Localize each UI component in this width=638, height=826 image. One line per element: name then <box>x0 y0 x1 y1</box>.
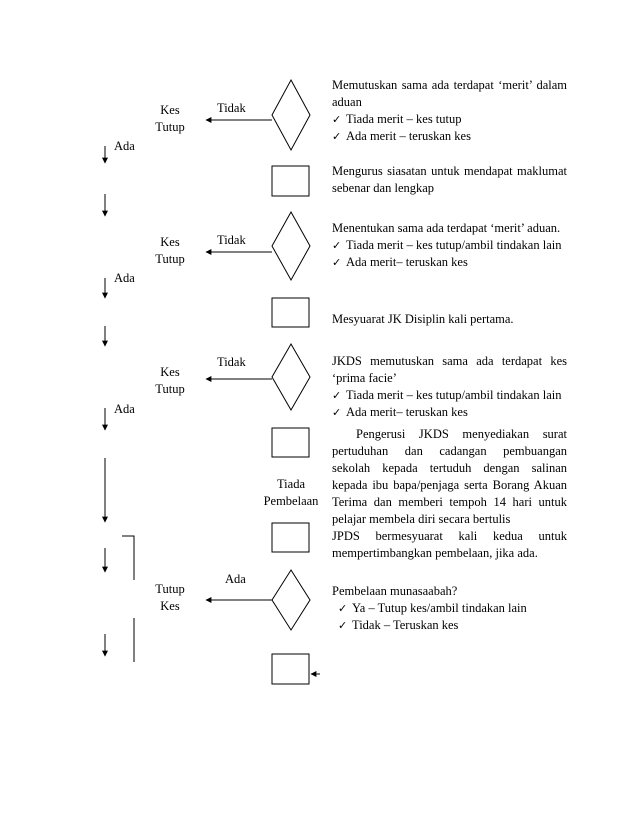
outcome-line: Kes <box>160 235 180 249</box>
checklist-text: Ada merit– teruskan kes <box>346 405 468 419</box>
check-mark-icon: ✓ <box>338 619 348 632</box>
check-mark-icon: ✓ <box>332 239 342 252</box>
outcome-line: Kes <box>160 103 180 117</box>
checklist-item <box>332 111 567 128</box>
check-mark-icon: ✓ <box>332 113 342 126</box>
process-box-1 <box>272 166 309 196</box>
step-5 <box>332 353 567 421</box>
checklist-item <box>332 128 567 145</box>
step-1 <box>332 77 567 145</box>
outcome-line: Kes <box>160 599 180 613</box>
checklist-item <box>332 600 567 617</box>
checklist-item <box>332 617 567 634</box>
process-box-3 <box>272 428 309 457</box>
checklist-item <box>332 404 567 421</box>
outcome-label-3 <box>150 364 190 398</box>
step-text: Pengerusi JKDS menyediakan surat pertuduhan dan cadangan pembuangan sekolah kepada tertuduh dengan salinan kepada ibu bapa/penjaga serta Borang Akuan Terima dan memberi tempoh 14 hari untuk pelajar membela diri secara bertulis <box>332 427 567 526</box>
checklist-text: Tidak – Teruskan kes <box>352 618 459 632</box>
checklist-text: Ada merit– teruskan kes <box>346 255 468 269</box>
checklist-item <box>332 237 567 254</box>
outcome-line: Tutup <box>155 582 185 596</box>
bracket-line <box>122 536 134 580</box>
branch-label-tidak: Tidak <box>217 233 246 247</box>
step-6 <box>332 426 567 528</box>
checklist-text: Tiada merit – kes tutup/ambil tindakan lain <box>346 388 562 402</box>
no-defense-line: Pembelaan <box>263 494 319 508</box>
outcome-line: Tutup <box>155 120 185 134</box>
check-mark-icon: ✓ <box>332 389 342 402</box>
checklist-text: Ada merit – teruskan kes <box>346 129 471 143</box>
process-box-4 <box>272 523 309 552</box>
branch-label-ada: Ada <box>114 271 135 285</box>
step-8 <box>332 583 567 634</box>
decision-diamond-2 <box>272 212 310 280</box>
step-text: Menentukan sama ada terdapat ‘merit’ aduan. <box>332 221 561 235</box>
decision-diamond-3 <box>272 344 310 410</box>
checklist-text: Tiada merit – kes tutup/ambil tindakan lain <box>346 238 562 252</box>
check-mark-icon: ✓ <box>338 602 348 615</box>
outcome-label-4 <box>150 581 190 615</box>
no-defense-label <box>258 476 324 510</box>
decision-diamond-1 <box>272 80 310 150</box>
checklist-text: Ya – Tutup kes/ambil tindakan lain <box>352 601 527 615</box>
branch-label-ada: Ada <box>225 572 246 586</box>
step-7 <box>332 528 567 562</box>
branch-label-tidak: Tidak <box>217 355 246 369</box>
outcome-line: Kes <box>160 365 180 379</box>
step-text: JPDS bermesyuarat kali kedua untuk mempertimbangkan pembelaan, jika ada. <box>332 529 567 560</box>
step-text: JKDS memutuskan sama ada terdapat kes ‘prima facie’ <box>332 354 567 385</box>
outcome-label-2 <box>150 234 190 268</box>
outcome-line: Tutup <box>155 382 185 396</box>
branch-label-tidak: Tidak <box>217 101 246 115</box>
step-text: Mengurus siasatan untuk mendapat maklumat sebenar dan lengkap <box>332 164 567 195</box>
step-2 <box>332 163 567 197</box>
check-mark-icon: ✓ <box>332 406 342 419</box>
branch-label-ada: Ada <box>114 402 135 416</box>
no-defense-line: Tiada <box>276 477 305 491</box>
branch-label-ada: Ada <box>114 139 135 153</box>
checklist-item <box>332 254 567 271</box>
process-box-5 <box>272 654 309 684</box>
outcome-label-1 <box>150 102 190 136</box>
step-text: Memutuskan sama ada terdapat ‘merit’ dalam aduan <box>332 78 567 109</box>
checklist-item <box>332 387 567 404</box>
step-text: Mesyuarat JK Disiplin kali pertama. <box>332 312 514 326</box>
checklist-text: Tiada merit – kes tutup <box>346 112 462 126</box>
outcome-line: Tutup <box>155 252 185 266</box>
step-text: Pembelaan munasaabah? <box>332 584 458 598</box>
process-box-2 <box>272 298 309 327</box>
decision-diamond-4 <box>272 570 310 630</box>
step-4 <box>332 311 567 328</box>
check-mark-icon: ✓ <box>332 130 342 143</box>
check-mark-icon: ✓ <box>332 256 342 269</box>
step-3 <box>332 220 567 271</box>
